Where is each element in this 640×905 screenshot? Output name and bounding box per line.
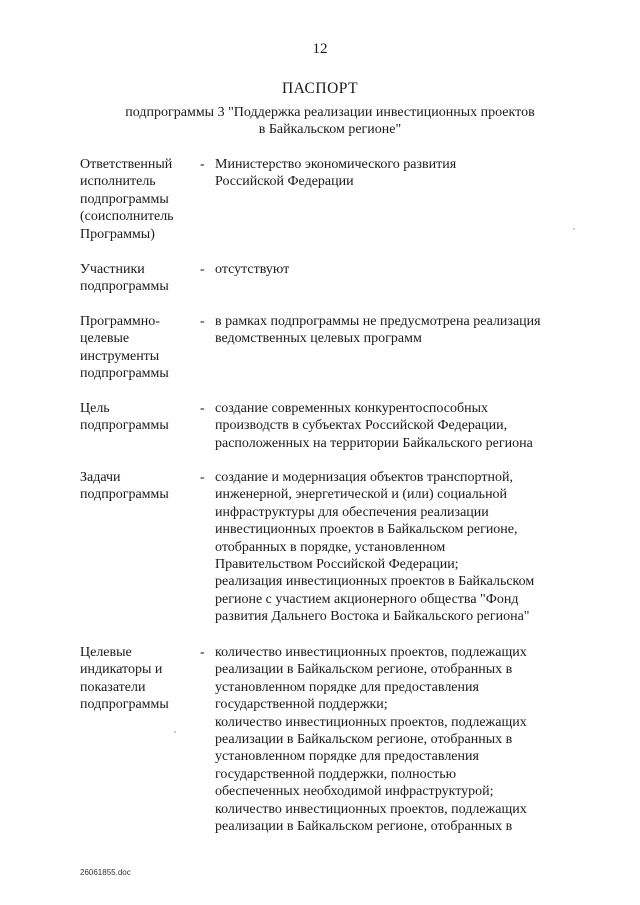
row-value — [215, 261, 585, 278]
value-line: установленном порядке для предоставления — [215, 749, 479, 765]
scan-speck — [573, 228, 575, 230]
value-line: реализации в Байкальском регионе, отобранных в — [215, 662, 513, 678]
label-line: Целевые — [80, 645, 132, 660]
row-dash: - — [200, 314, 205, 329]
row-value — [215, 313, 585, 348]
value-line: Министерство экономического развития — [215, 157, 457, 172]
row-value — [215, 644, 585, 835]
label-line: инструменты — [80, 348, 160, 364]
label-line: Цель — [80, 401, 110, 416]
label-line: индикаторы и — [80, 662, 163, 678]
document-title: ПАСПОРТ — [281, 80, 359, 97]
value-line: в рамках подпрограммы не предусмотрена реализация — [215, 314, 541, 329]
value-line: реализации в Байкальском регионе, отобранных в — [215, 819, 513, 835]
value-line: государственной поддержки, полностью — [215, 766, 457, 782]
label-line: подпрограммы — [80, 279, 169, 295]
value-line: инженерной, энергетической и (или) социальной — [215, 487, 508, 503]
value-line: государственной поддержки; — [215, 697, 388, 713]
value-line: создание современных конкурентоспособных — [215, 401, 488, 416]
label-line: подпрограммы — [80, 487, 169, 503]
row-value — [215, 400, 585, 452]
row-dash: - — [200, 470, 205, 485]
value-line: инфраструктуры для обеспечения реализации — [215, 504, 489, 520]
row-label — [80, 400, 198, 435]
value-line: количество инвестиционных проектов, подлежащих — [215, 645, 527, 660]
label-line: Ответственный — [80, 157, 173, 172]
label-line: Программы) — [80, 226, 155, 242]
page-number: 12 — [312, 41, 328, 57]
value-line: регионе с участием акционерного общества "Фонд — [215, 591, 519, 607]
row-label — [80, 156, 198, 243]
value-line: реализация инвестиционных проектов в Байкальском — [215, 574, 535, 590]
row-label — [80, 261, 198, 296]
label-line: подпрограммы — [80, 418, 169, 434]
row-value — [215, 469, 585, 626]
value-line: установленном порядке для предоставления — [215, 679, 479, 695]
label-line: (соисполнитель — [80, 209, 174, 225]
value-line: Российской Федерации — [215, 174, 354, 190]
value-line: обеспеченных необходимой инфраструктурой; — [215, 784, 494, 800]
value-line: инвестиционных проектов в Байкальском регионе, — [215, 522, 518, 538]
subtitle-line: в Байкальском регионе" — [258, 122, 402, 137]
subtitle-line: подпрограммы 3 "Поддержка реализации инвестиционных проектов — [125, 105, 535, 120]
value-line: реализации в Байкальском регионе, отобранных в — [215, 732, 513, 748]
value-line: Правительством Российской Федерации; — [215, 557, 459, 573]
value-line: отсутствуют — [215, 262, 290, 277]
label-line: исполнитель — [80, 174, 156, 190]
row-dash: - — [200, 262, 205, 277]
label-line: подпрограммы — [80, 697, 169, 713]
file-name-footer: 26061855.doc — [80, 868, 131, 877]
row-label — [80, 644, 198, 714]
value-line: ведомственных целевых программ — [215, 331, 422, 347]
row-dash: - — [200, 401, 205, 416]
scan-speck — [174, 731, 176, 733]
value-line: производств в субъектах Российской Федерации, — [215, 418, 508, 434]
value-line: развития Дальнего Востока и Байкальского региона" — [215, 609, 530, 625]
row-dash: - — [200, 645, 205, 660]
label-line: Задачи — [80, 470, 121, 485]
label-line: подпрограммы — [80, 366, 169, 382]
value-line: отобранных в порядке, установленном — [215, 539, 446, 555]
label-line: показатели — [80, 679, 146, 695]
row-label — [80, 313, 198, 383]
row-dash: - — [200, 157, 205, 172]
value-line: количество инвестиционных проектов, подлежащих — [215, 801, 527, 817]
label-line: целевые — [80, 331, 130, 347]
value-line: создание и модернизация объектов транспортной, — [215, 470, 513, 485]
label-line: Участники — [80, 262, 145, 277]
label-line: Программно- — [80, 314, 160, 329]
value-line: количество инвестиционных проектов, подлежащих — [215, 714, 527, 730]
document-subtitle — [80, 104, 580, 138]
label-line: подпрограммы — [80, 191, 169, 207]
value-line: расположенных на территории Байкальского региона — [215, 435, 533, 451]
row-value — [215, 156, 585, 191]
row-label — [80, 469, 198, 504]
